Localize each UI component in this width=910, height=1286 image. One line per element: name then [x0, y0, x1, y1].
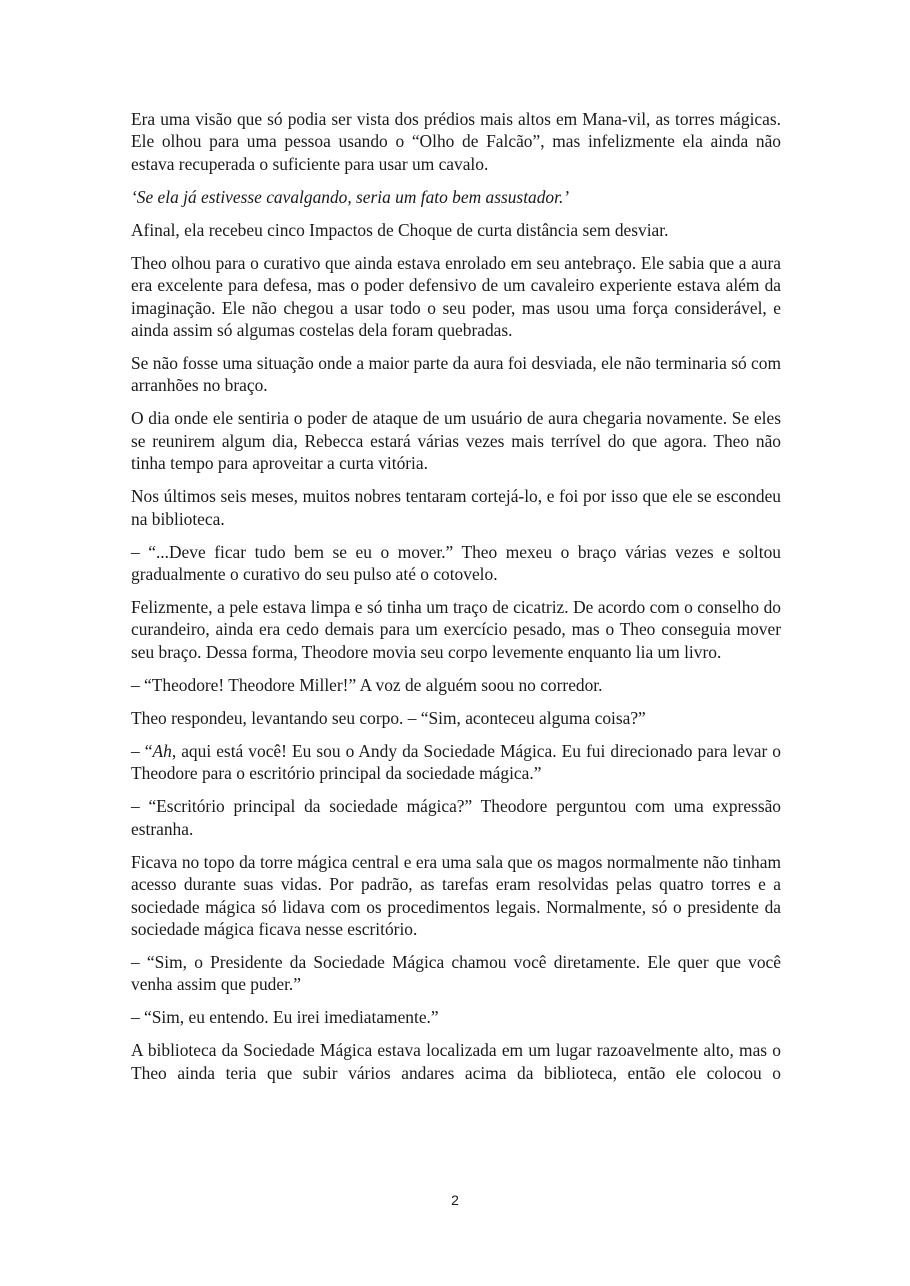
paragraph: Felizmente, a pele estava limpa e só tinha um traço de cicatriz. De acordo com o conselho do curandeiro, ainda era cedo demais para um exercício pesado, mas o Theo conseguia mover seu braço. Dessa forma, Theodore movia seu corpo levemente enquanto lia um livro. — [131, 597, 781, 662]
paragraph: Era uma visão que só podia ser vista dos prédios mais altos em Mana-vil, as torres mágicas. Ele olhou para uma pessoa usando o “Olho de Falcão”, mas infelizmente ela ainda não estava recuperada o suficiente para usar um cavalo. — [131, 109, 781, 174]
paragraph-dialogue: – “Ah, aqui está você! Eu sou o Andy da Sociedade Mágica. Eu fui direcionado para levar o Theodore para o escritório principal da sociedade mágica.” — [131, 740, 782, 784]
paragraph-dialogue: – “Theodore! Theodore Miller!” A voz de alguém soou no corredor. — [131, 674, 603, 695]
page-number: 2 — [451, 1192, 459, 1208]
paragraph-dialogue: – “Sim, o Presidente da Sociedade Mágica chamou você diretamente. Ele quer que você venha assim que puder.” — [131, 951, 781, 995]
paragraph: O dia onde ele sentiria o poder de ataque de um usuário de aura chegaria novamente. Se eles se reunirem algum dia, Rebecca estará várias vezes mais terrível do que agora. Theo não tinha tempo para aproveitar a curta vitória. — [131, 408, 781, 474]
paragraph-dialogue: – “...Deve ficar tudo bem se eu o mover.” Theo mexeu o braço várias vezes e soltou gradualmente o curativo do seu pulso até o cotovelo. — [131, 541, 781, 585]
paragraph: Se não fosse uma situação onde a maior parte da aura foi desviada, ele não terminaria só com arranhões no braço. — [131, 353, 781, 396]
paragraph: Afinal, ela recebeu cinco Impactos de Choque de curta distância sem desviar. — [131, 219, 669, 240]
paragraph: Theo olhou para o curativo que ainda estava enrolado em seu antebraço. Ele sabia que a aura era excelente para defesa, mas o poder defensivo de um cavaleiro experiente estava além da imaginação. Ele não chegou a usar todo o seu poder, mas usou uma força considerável, e ainda assim só algumas costelas dela foram quebradas. — [131, 252, 781, 341]
paragraph-dialogue: – “Sim, eu entendo. Eu irei imediatamente.” — [131, 1007, 439, 1028]
interjection-emphasis: Ah — [152, 740, 172, 761]
paragraph: Ficava no topo da torre mágica central e era uma sala que os magos normalmente não tinham acesso durante suas vidas. Por padrão, as tarefas eram resolvidas pelas quatro torres e a sociedade mágica só lidava com os procedimentos legais. Normalmente, só o presidente da sociedade mágica ficava nesse escritório. — [131, 851, 781, 939]
paragraph: Nos últimos seis meses, muitos nobres tentaram cortejá-lo, e foi por isso que ele se escondeu na biblioteca. — [131, 486, 781, 529]
paragraph-dialogue: – “Escritório principal da sociedade mágica?” Theodore perguntou com uma expressão estranha. — [131, 796, 781, 839]
paragraph: A biblioteca da Sociedade Mágica estava localizada em um lugar razoavelmente alto, mas o Theo ainda teria que subir vários andares acima da biblioteca, então ele colocou o — [131, 1040, 781, 1083]
paragraph: Theo respondeu, levantando seu corpo. – “Sim, aconteceu alguma coisa?” — [131, 707, 646, 728]
paragraph-thought: ‘Se ela já estivesse cavalgando, seria um fato bem assustador.’ — [131, 186, 570, 207]
body-text — [131, 108, 781, 1095]
